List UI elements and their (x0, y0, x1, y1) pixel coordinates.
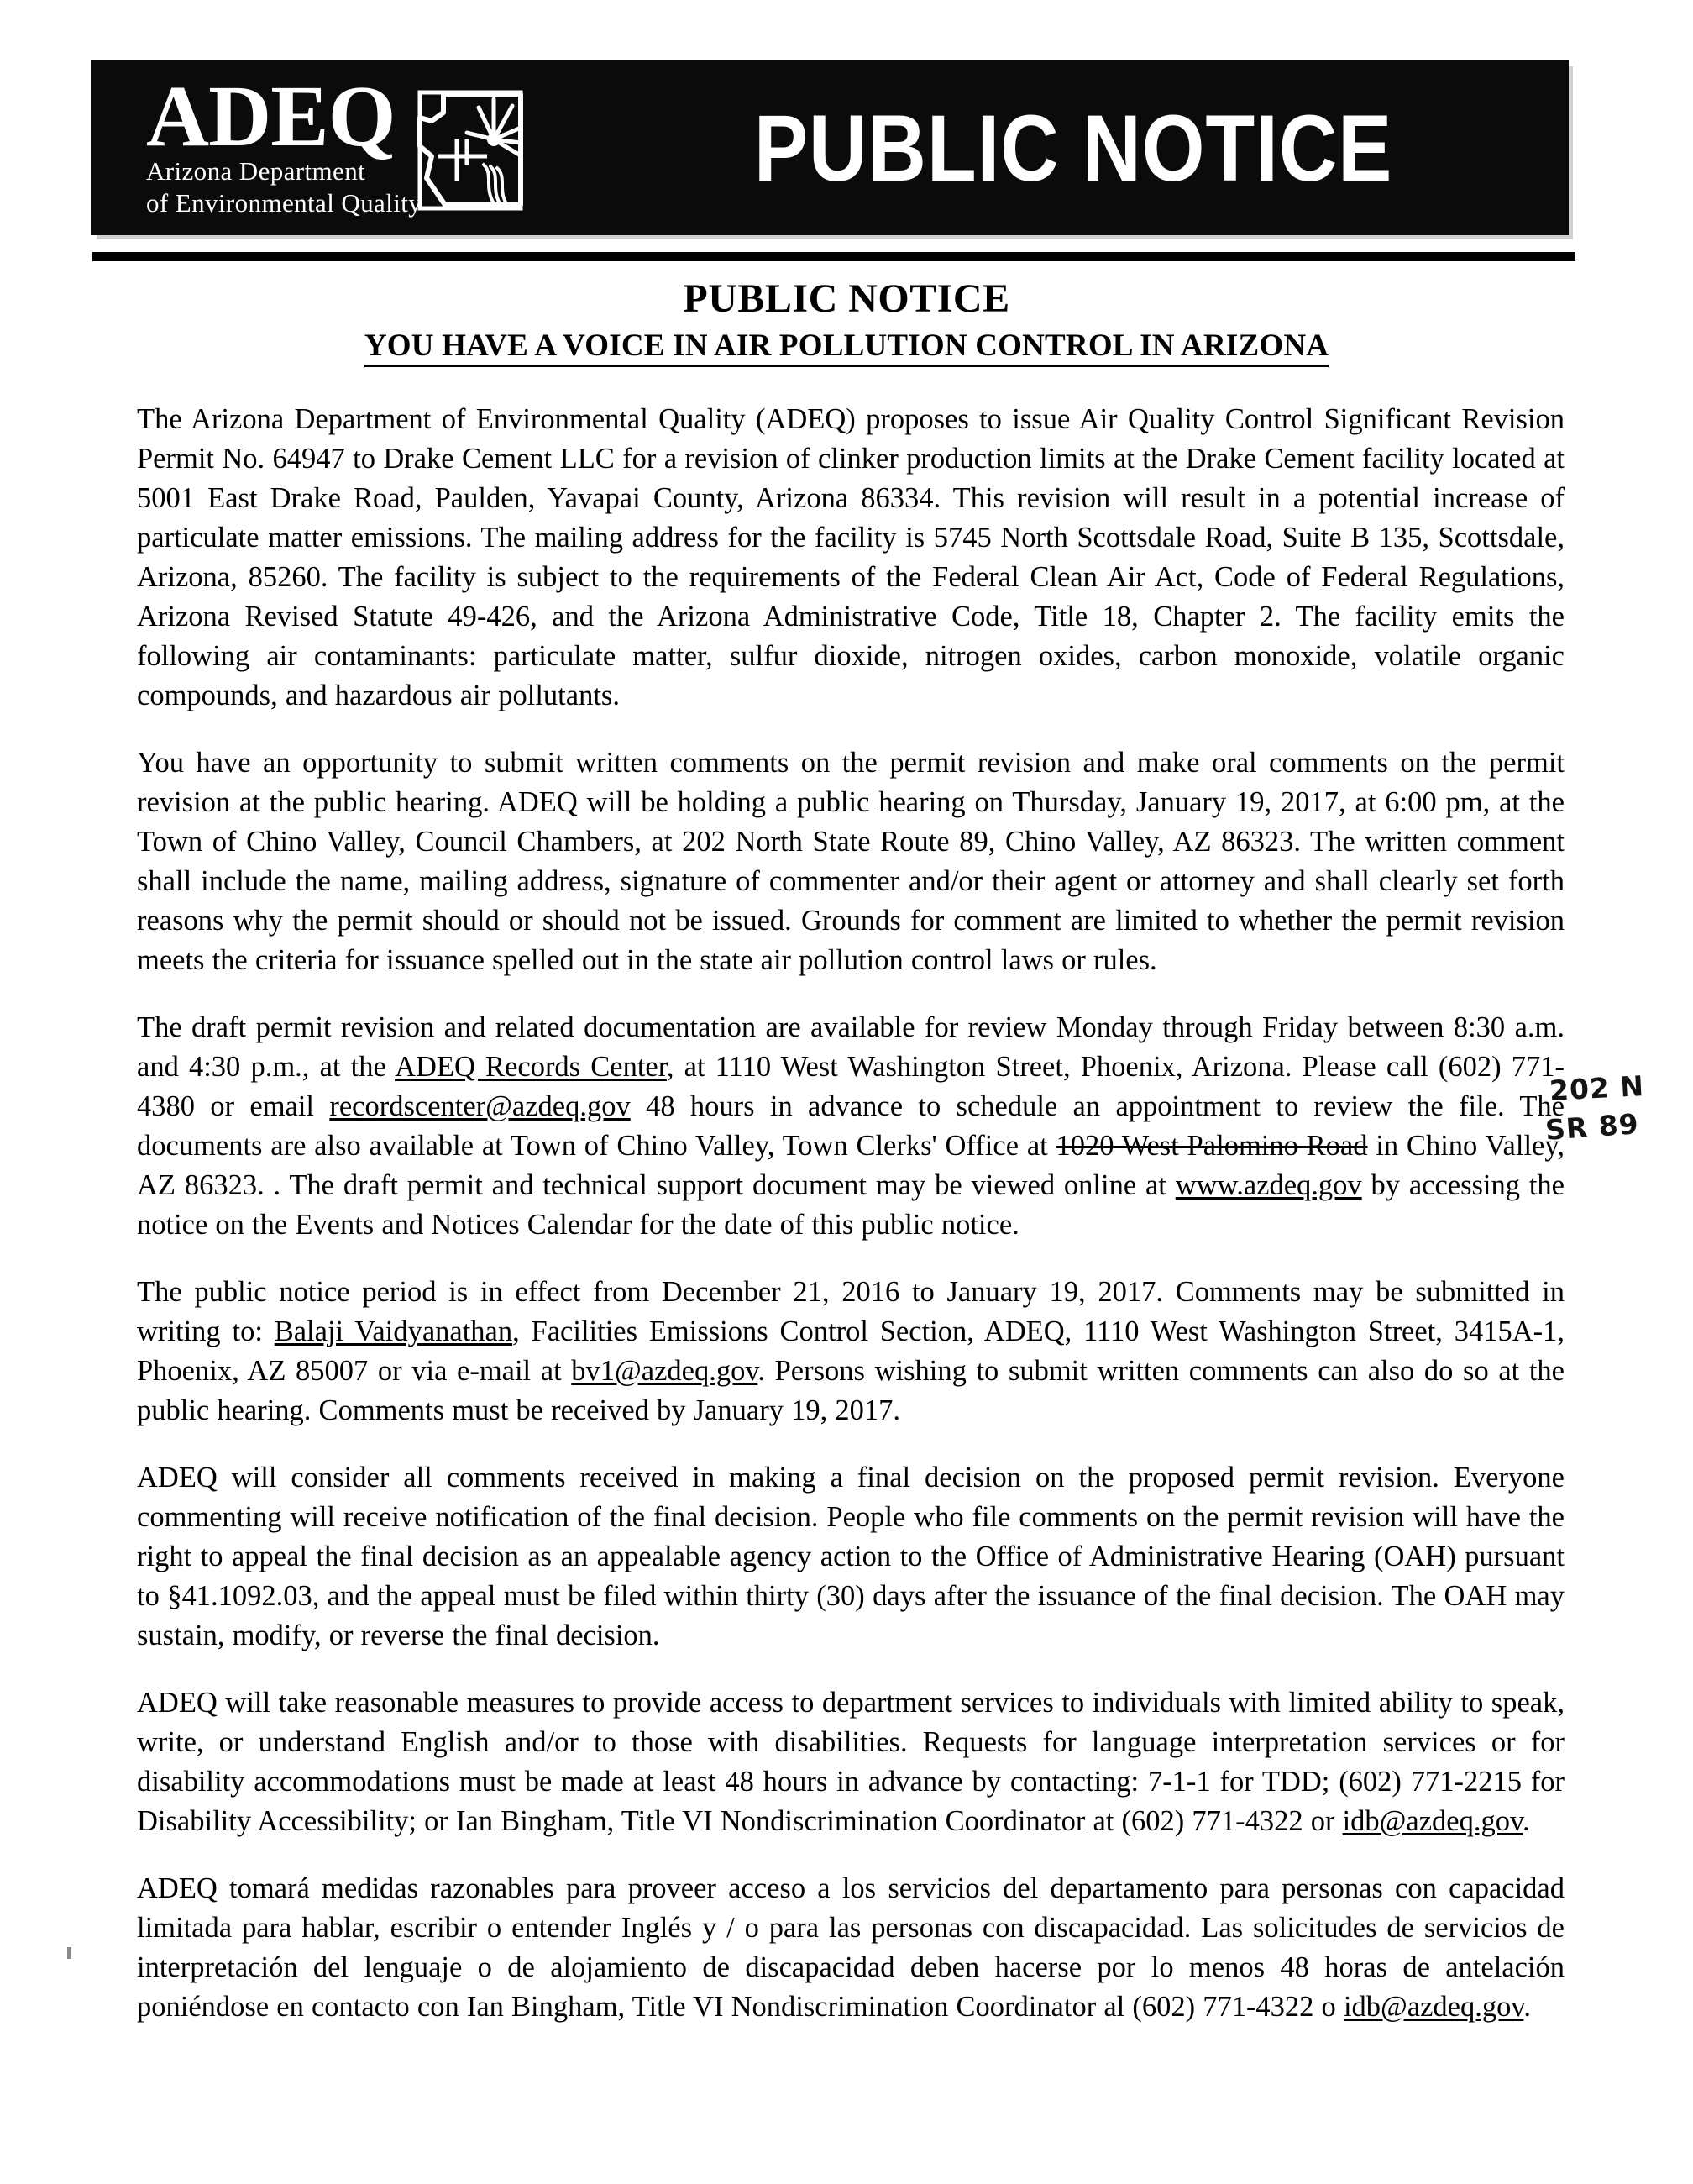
p3-text-a: The draft permit revision and related documentation are available for review Monday through Friday between 8:30 a.m. and 4:30 p.m., at the (137, 1011, 1565, 1083)
handwritten-annotation-line1: 202 N (1549, 1069, 1645, 1107)
page-subtitle (0, 328, 1693, 364)
nondiscrimination-email-link-spanish[interactable]: idb@azdeq.gov (1343, 1991, 1524, 2023)
recordscenter-email-link[interactable]: recordscenter@azdeq.gov (329, 1090, 631, 1122)
contact-email-link[interactable]: bv1@azdeq.gov (571, 1355, 758, 1387)
p4-text-b: , Facilities Emissions Control Section, ADEQ, 1110 West Washington Street, 3415A-1, Phoenix, AZ 85007 or via e-mail at (137, 1315, 1565, 1387)
arizona-state-outline-sun-icon (406, 87, 524, 213)
masthead-title-text: PUBLIC NOTICE (753, 95, 1393, 201)
paragraph-public-hearing: You have an opportunity to submit written comments on the permit revision and make oral comments on the permit revision at the public hearing. ADEQ will be holding a public hearing on Thursday, January 19, 2017, at 6:00 pm, at the Town of Chino Valley, Council Chambers, at 202 North State Route 89, Chino Valley, AZ 86323. The written comment shall include the name, mailing address, signature of commenter and/or their agent or attorney and shall clearly set forth reasons why the permit should or should not be issued. Grounds for comment are limited to whether the permit revision meets the criteria for issuance spelled out in the state air pollution control laws or rules. (137, 747, 1565, 976)
paragraph-appeal-rights: ADEQ will consider all comments received in making a final decision on the proposed permit revision. Everyone commenting will receive notification of the final decision. People who file comments on the permit revision will have the right to appeal the final decision as an appealable agency action to the Office of Administrative Hearing (OAH) pursuant to §41.1092.03, and the appeal must be filed within thirty (30) days after the issuance of the final decision. The OAH may sustain, modify, or reverse the final decision. (137, 1462, 1565, 1651)
page-title: PUBLIC NOTICE (683, 276, 1010, 321)
adeq-logo-line1: Arizona Department (146, 156, 366, 186)
p3-text-e: by accessing the notice on the Events and Notices Calendar for the date of this public notice. (137, 1169, 1565, 1241)
nondiscrimination-email-link[interactable]: idb@azdeq.gov (1342, 1805, 1523, 1837)
scan-artifact-speck (67, 1947, 71, 1959)
p4-text-c: . Persons wishing to submit written comments can also do so at the public hearing. Comments must be received by January 19, 2017. (137, 1355, 1565, 1426)
p3-text-b: , at 1110 West Washington Street, Phoenix, Arizona. Please call (602) 771-4380 or email (137, 1051, 1565, 1122)
handwritten-annotation-line2: SR 89 (1544, 1107, 1640, 1147)
paragraph-accessibility-english (137, 1683, 1565, 1841)
paragraph-permit-description: The Arizona Department of Environmental Quality (ADEQ) proposes to issue Air Quality Control Significant Revision Permit No. 64947 to Drake Cement LLC for a revision of clinker production limits at the Drake Cement facility located at 5001 East Drake Road, Paulden, Yavapai County, Arizona 86334. This revision will result in a potential increase of particulate matter emissions. The mailing address for the facility is 5745 North Scottsdale Road, Suite B 135, Scottsdale, Arizona, 85260. The facility is subject to the requirements of the Federal Clean Air Act, Code of Federal Regulations, Arizona Revised Statute 49-426, and the Arizona Administrative Code, Title 18, Chapter 2. The facility emits the following air contaminants: particulate matter, sulfur dioxide, nitrogen oxides, carbon monoxide, volatile organic compounds, and hazardous air pollutants. (137, 403, 1565, 711)
paragraph-accessibility-spanish (137, 1869, 1565, 2027)
document-body (137, 400, 1565, 2027)
header-divider-rule (92, 252, 1575, 261)
struck-through-address: 1020 West Palomino Road (1056, 1130, 1368, 1162)
paragraph-document-availability (137, 1008, 1565, 1245)
contact-name: Balaji Vaidyanathan (274, 1315, 513, 1347)
adeq-logo (91, 67, 611, 218)
p3-text-c: 48 hours in advance to schedule an appointment to review the file. The documents are also available at Town of Chino Valley, Town Clerks' Office at (137, 1090, 1565, 1162)
p6-text-b: . (1523, 1805, 1530, 1837)
adeq-records-center-link[interactable]: ADEQ Records Center (395, 1051, 667, 1083)
p4-text-a: The public notice period is in effect from December 21, 2016 to January 19, 2017. Comments may be submitted in writing to: (137, 1276, 1565, 1347)
adeq-logo-text (146, 67, 422, 218)
paragraph-comment-period (137, 1273, 1565, 1431)
p3-text-d: in Chino Valley, AZ 86323. . The draft permit and technical support document may be viewed online at (137, 1130, 1565, 1201)
adeq-masthead-banner (91, 60, 1569, 235)
page-subtitle-text: YOU HAVE A VOICE IN AIR POLLUTION CONTROL IN ARIZONA (364, 328, 1329, 367)
p7-text-a: ADEQ tomará medidas razonables para proveer acceso a los servicios del departamento para personas con capacidad limitada para hablar, escribir o entender Inglés y / o para las personas con discapacidad. Las solicitudes de servicios de interpretación del lenguaje o de alojamiento de discapacidad deben hacerse por lo menos 48 horas de antelación poniéndose en contacto con Ian Bingham, Title VI Nondiscrimination Coordinator al (602) 771-4322 o (137, 1872, 1565, 2023)
p7-text-b: . (1523, 1991, 1531, 2023)
p6-text-a: ADEQ will take reasonable measures to provide access to department services to individuals with limited ability to speak, write, or understand English and/or to those with disabilities. Requests for language interpretation services or for disability accommodations must be made at least 48 hours in advance by contacting: 7-1-1 for TDD; (602) 771-2215 for Disability Accessibility; or Ian Bingham, Title VI Nondiscrimination Coordinator at (602) 771-4322 or (137, 1687, 1565, 1837)
masthead-title (611, 94, 1569, 202)
adeq-acronym: ADEQ (146, 67, 396, 165)
azdeq-website-link[interactable]: www.azdeq.gov (1175, 1169, 1362, 1201)
adeq-logo-line2: of Environmental Quality (146, 187, 422, 218)
